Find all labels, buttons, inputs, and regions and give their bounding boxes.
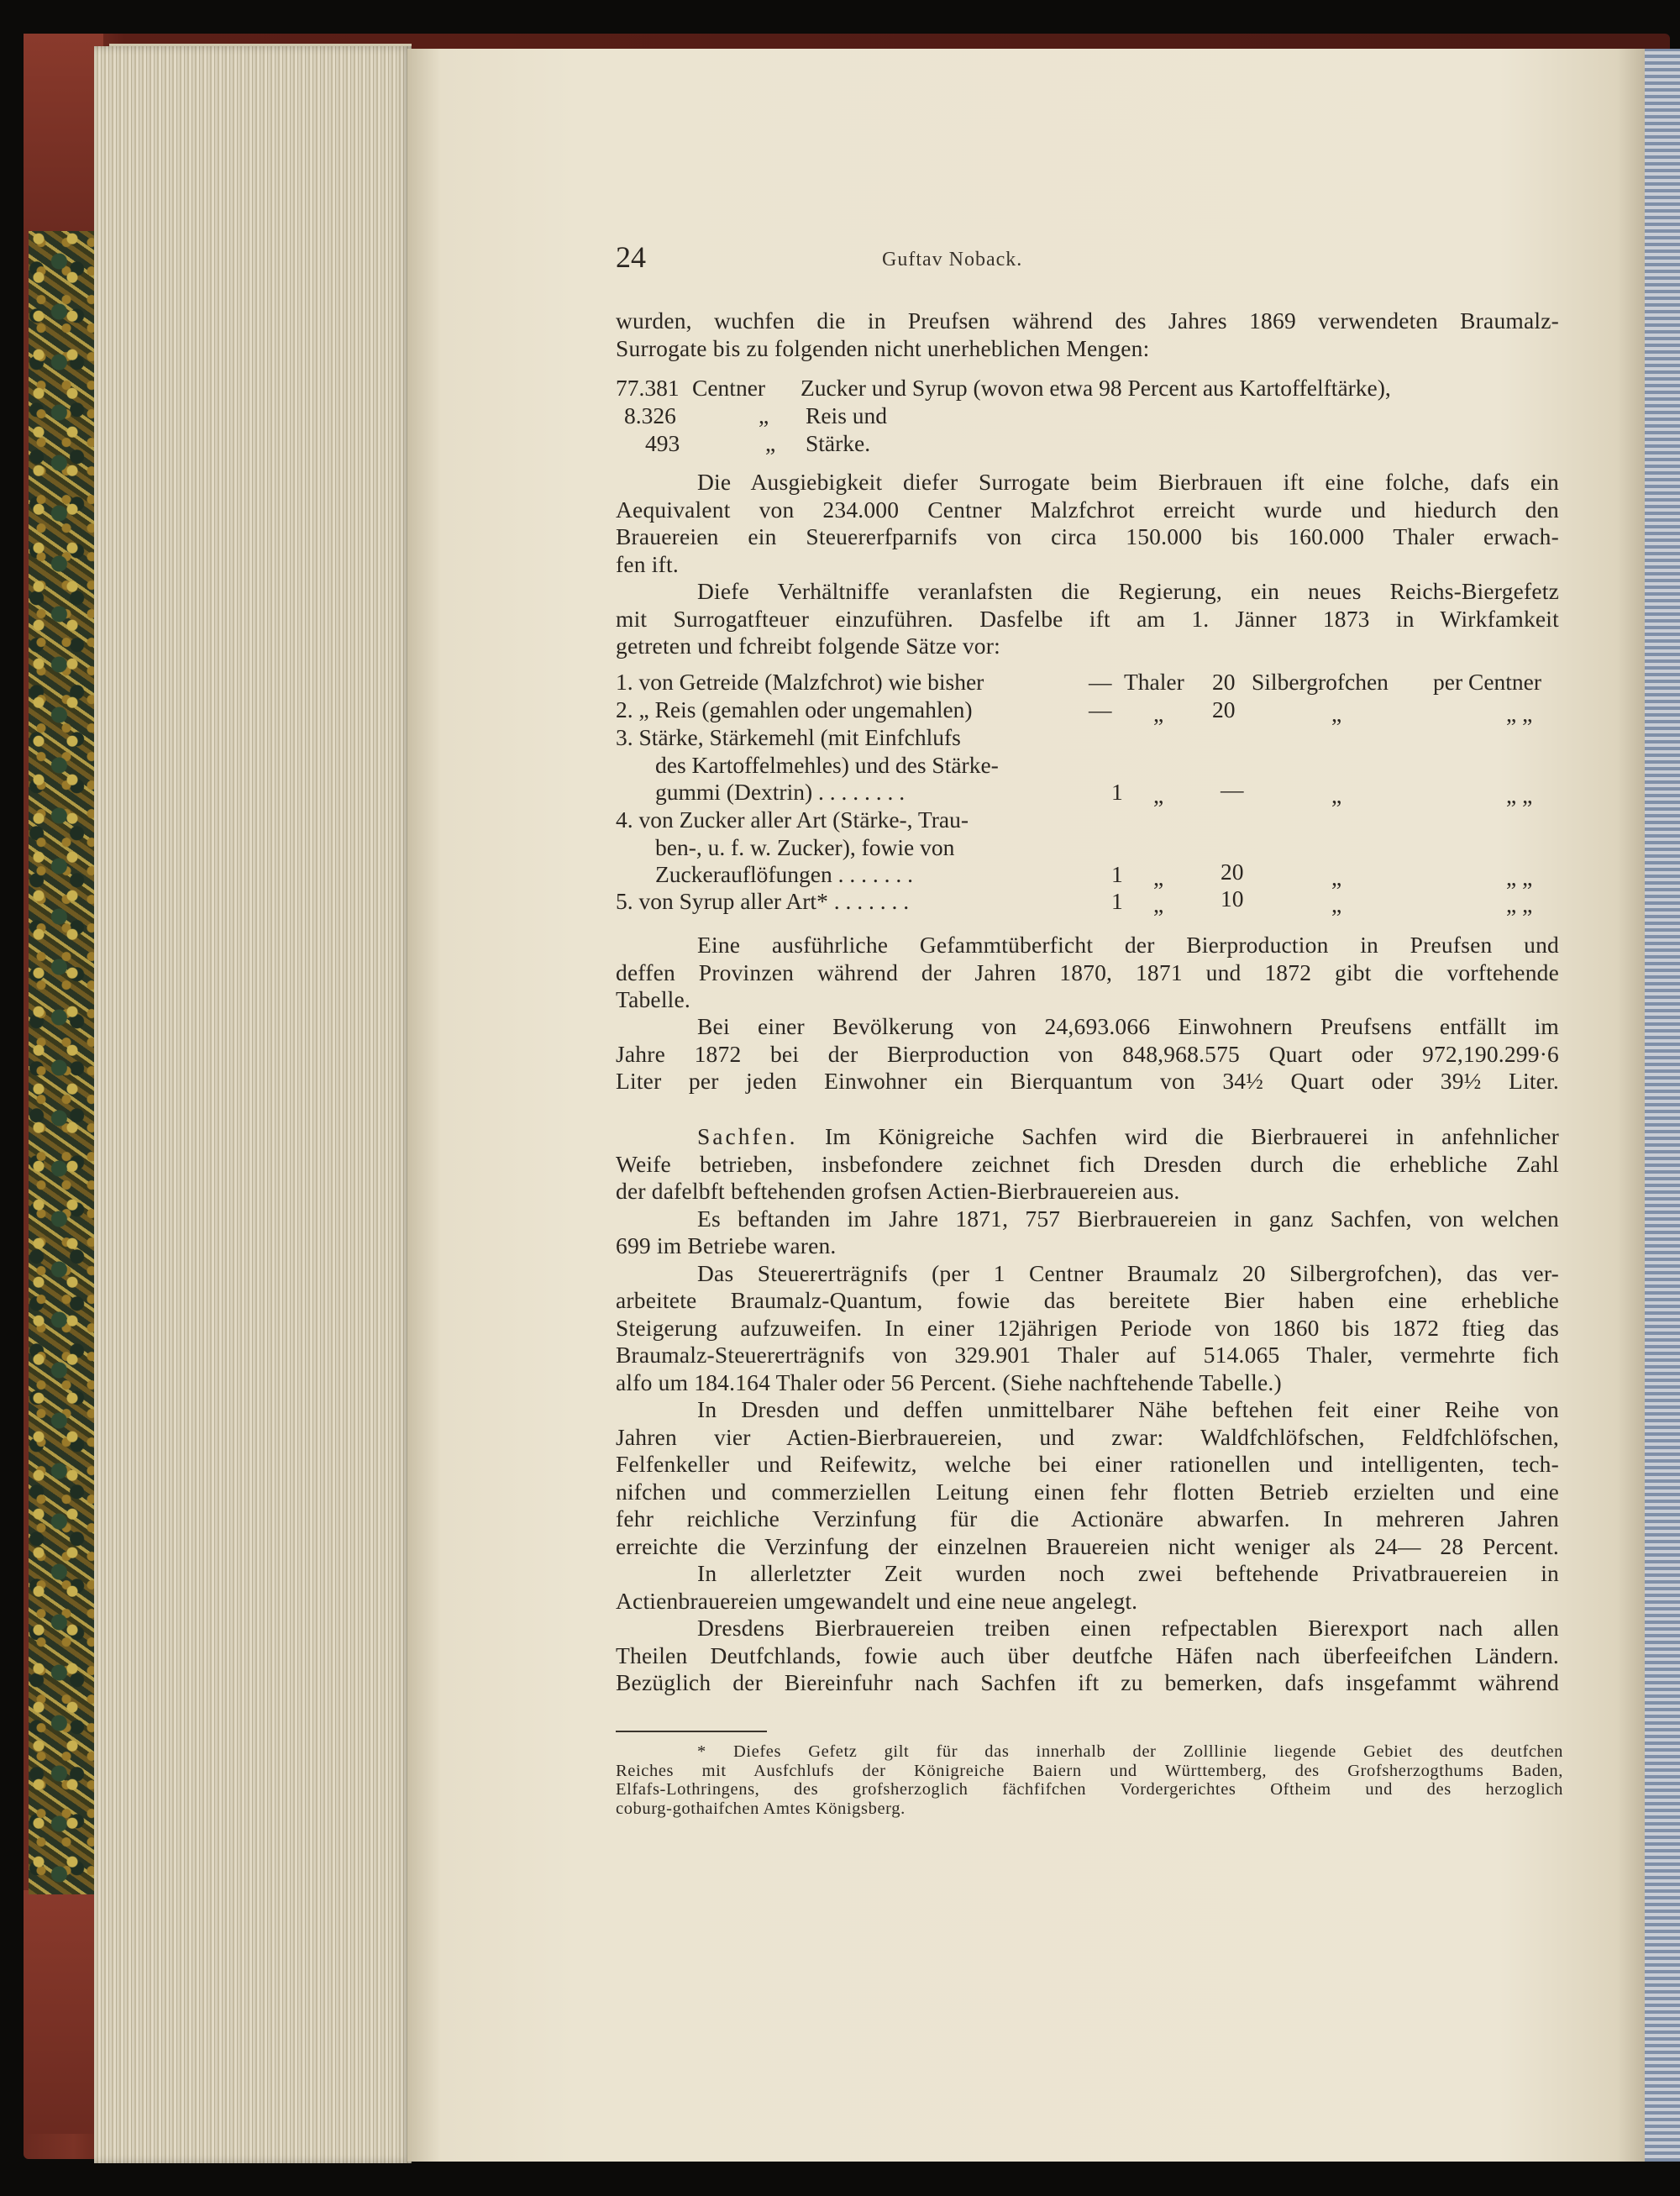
tax-item: ben-, u. f. w. Zucker), fowie von [655, 833, 955, 860]
tax-per: „ „ [1506, 782, 1533, 808]
text-fragment: Im Königreiche Sachfen wird die Bierbrauerei in anfehnlicher [825, 1123, 1559, 1149]
text-line: Liter per jeden Einwohner ein Bierquantum von 34½ Quart oder 39½ Liter. [616, 1068, 1559, 1094]
tax-unit: Thaler [1124, 669, 1184, 695]
quantity-item: Stärke. [806, 430, 871, 456]
text-line: Eine ausführliche Gefammtüberficht der Bierproduction in Preufsen und [697, 932, 1559, 958]
tax-rate-row [616, 806, 969, 889]
tax-sgr-label: „ [1331, 782, 1342, 808]
text-line: Aequivalent von 234.000 Centner Malzfchrot erreicht wurde und hiedurch den [616, 496, 1559, 523]
tax-sgr-label: „ [1331, 891, 1342, 917]
footnote-line: Reiches mit Ausfchlufs der Königreiche Baiern und Württemberg, des Grofsherzogthums Baden, [616, 1761, 1563, 1780]
text-line: Die Ausgiebigkeit diefer Surrogate beim Bierbrauen ift eine folche, dafs ein [697, 469, 1559, 495]
text-line [616, 1123, 1559, 1151]
text-line: erreichte die Verzinfung der einzelnen Brauereien nicht weniger als 24— 28 Percent. [616, 1532, 1559, 1559]
footnote-line: coburg-gothaifchen Amtes Königsberg. [616, 1799, 906, 1818]
text-line: getreten und fchreibt folgende Sätze vor: [616, 633, 1000, 659]
text-line: fehr reichliche Verzinfung für die Actionäre abwarfen. In mehreren Jahren [616, 1505, 1559, 1531]
tax-item: gummi (Dextrin) . . . . . . . . [655, 779, 906, 805]
tax-item: Zuckerauflöfungen . . . . . . . [655, 861, 913, 887]
text-line: Jahren vier Actien-Bierbrauereien, und zwar: Waldfchlöfschen, Feldfchlöfschen, [616, 1423, 1559, 1450]
leather-corner-bottom [24, 1890, 103, 2134]
footnote-line: * Diefes Gefetz gilt für das innerhalb der Zolllinie liegende Gebiet des deutfchen [697, 1742, 1563, 1761]
tax-dash: — [1089, 669, 1112, 695]
paragraph-overview [616, 932, 1559, 1014]
text-line: In Dresden und deffen unmittelbarer Nähe beftehen feit einer Reihe von [697, 1396, 1559, 1422]
tax-per: „ „ [1506, 891, 1533, 917]
text-line: 699 im Betriebe waren. [616, 1232, 837, 1258]
tax-rate-row [616, 724, 999, 806]
section-heading: Sachfen. [697, 1123, 798, 1149]
tax-sgr: 10 [1221, 885, 1244, 911]
tax-rate-row [616, 696, 973, 724]
text-line: deffen Provinzen während der Jahren 1870, 1871 und 1872 gibt die vorftehende [616, 959, 1559, 985]
quantity-item: Reis und [806, 402, 888, 428]
tax-sgr-label: „ [1331, 864, 1342, 890]
tax-dash: — [1089, 696, 1112, 722]
text-line: In allerletzter Zeit wurden noch zwei beftehende Privatbrauereien in [697, 1560, 1559, 1586]
paragraph-regulation [616, 578, 1559, 660]
footnote-line: Elfafs-Lothringens, des grofsherzoglich fächfifchen Vordergerichtes Oftheim und des herzoglich [616, 1780, 1563, 1799]
text-line: Bei einer Bevölkerung von 24,693.066 Einwohnern Preufsens entfällt im [697, 1013, 1559, 1039]
text-line: Dresdens Bierbrauereien treiben einen refpectablen Bierexport nach allen [697, 1615, 1559, 1641]
text-line: Weife betrieben, insbefondere zeichnet fich Dresden durch die erhebliche Zahl [616, 1150, 1559, 1177]
tax-thaler: 1 [1111, 861, 1123, 887]
tax-sgr: 20 [1212, 696, 1236, 722]
paragraph-population [616, 1013, 1559, 1095]
tax-per: „ „ [1506, 864, 1533, 890]
facing-page-edge [1645, 49, 1680, 2162]
quantity-unit: „ [765, 430, 776, 456]
text-line: mit Surrogatfteuer einzuführen. Dasfelbe ift am 1. Jänner 1873 in Wirkfamkeit [616, 605, 1559, 632]
text-line: der dafelbft beftehenden grofsen Actien-Bierbrauereien aus. [616, 1178, 1180, 1204]
tax-item: 5. von Syrup aller Art* . . . . . . . [616, 888, 910, 914]
quantity-amount: 8.326 [624, 402, 676, 428]
tax-item: 2. „ Reis (gemahlen oder ungemahlen) [616, 696, 973, 722]
text-line: alfo um 184.164 Thaler oder 56 Percent. (Siehe nachftehende Tabelle.) [616, 1369, 1282, 1395]
text-line: Bezüglich der Biereinfuhr nach Sachfen ift zu bemerken, dafs insgefammt während [616, 1669, 1559, 1695]
section-saxony [616, 1123, 1559, 1697]
quantity-row [645, 430, 871, 458]
footnote [616, 1742, 1563, 1818]
quantity-row [616, 375, 1563, 402]
text-line: Tabelle. [616, 986, 691, 1012]
text-line: Brauereien ein Steuererfparnifs von circa 150.000 bis 160.000 Thaler erwach- [616, 523, 1559, 549]
text-line: Diefe Verhältniffe veranlafsten die Regierung, ein neues Reichs-Biergefetz [697, 578, 1559, 604]
intro-paragraph [616, 307, 1559, 362]
text-line: fen ift. [616, 550, 679, 577]
text-line: Es beftanden im Jahre 1871, 757 Bierbrauereien in ganz Sachfen, von welchen [697, 1205, 1559, 1232]
paragraph-yield [616, 469, 1559, 578]
text-line: Theilen Deutfchlands, fowie auch über deutfche Häfen nach überfeeifchen Ländern. [616, 1642, 1559, 1668]
tax-unit: „ [1153, 891, 1164, 917]
text-line: Felfenkeller und Reifewitz, welche bei einer rationellen und intelligenten, tech- [616, 1451, 1559, 1477]
quantity-amount: 493 [645, 430, 680, 456]
text-line: arbeitete Braumalz-Quantum, fowie das bereitete Bier haben eine erhebliche [616, 1287, 1559, 1313]
quantity-unit: „ [759, 402, 769, 428]
tax-unit: „ [1153, 782, 1164, 808]
text-line: Actienbrauereien umgewandelt und eine neue angelegt. [616, 1587, 1138, 1614]
tax-thaler: 1 [1111, 779, 1123, 805]
text-line: Braumalz-Steuererträgnifs von 329.901 Thaler auf 514.065 Thaler, vermehrte fich [616, 1342, 1559, 1368]
tax-sgr: — [1221, 776, 1244, 802]
leather-corner-top [24, 34, 103, 235]
tax-item: 3. Stärke, Stärkemehl (mit Einfchlufs [616, 724, 961, 750]
tax-rate-row [616, 888, 909, 916]
tax-item: des Kartoffelmehles) und des Stärke- [655, 751, 999, 778]
text-line: Surrogate bis zu folgenden nicht unerheblichen Mengen: [616, 334, 1150, 361]
tax-thaler: 1 [1111, 888, 1123, 914]
text-line: Steigerung aufzuweifen. In einer 12jährigen Periode von 1860 bis 1872 ftieg das [616, 1314, 1559, 1341]
page-fore-edge-stack [94, 46, 412, 2163]
tax-per: per Centner [1433, 669, 1542, 695]
tax-unit: „ [1153, 701, 1164, 727]
tax-sgr: 20 [1221, 859, 1244, 885]
tax-sgr-label: Silbergrofchen [1252, 669, 1389, 695]
tax-sgr-label: „ [1331, 701, 1342, 727]
text-line: Das Steuererträgnifs (per 1 Centner Braumalz 20 Silbergrofchen), das ver- [697, 1259, 1559, 1286]
tax-item: 4. von Zucker aller Art (Stärke-, Trau- [616, 806, 969, 833]
text-line: Jahre 1872 bei der Bierproduction von 848,968.575 Quart oder 972,190.299·6 [616, 1040, 1559, 1067]
tax-unit: „ [1153, 864, 1164, 890]
quantity-item: Zucker und Syrup (wovon etwa 98 Percent aus Kartoffelftärke), [801, 375, 1391, 401]
footnote-rule [616, 1731, 767, 1732]
tax-rate-row [616, 669, 984, 696]
tax-item: 1. von Getreide (Malzfchrot) wie bisher [616, 669, 984, 695]
tax-sgr: 20 [1212, 669, 1236, 695]
quantity-unit: Centner [692, 375, 766, 401]
page-number: 24 [616, 240, 646, 274]
quantity-amount: 77.381 [616, 375, 680, 401]
tax-per: „ „ [1506, 701, 1533, 727]
text-line: nifchen und commerziellen Leitung einen fehr flotten Betrieb erzielten und eine [616, 1478, 1559, 1505]
text-line: wurden, wuchfen die in Preufsen während des Jahres 1869 verwendeten Braumalz- [616, 307, 1559, 334]
quantity-row [624, 402, 888, 430]
tax-rate-table [616, 669, 1563, 921]
running-title: Guftav Noback. [882, 249, 1023, 271]
book-page [407, 49, 1651, 2162]
